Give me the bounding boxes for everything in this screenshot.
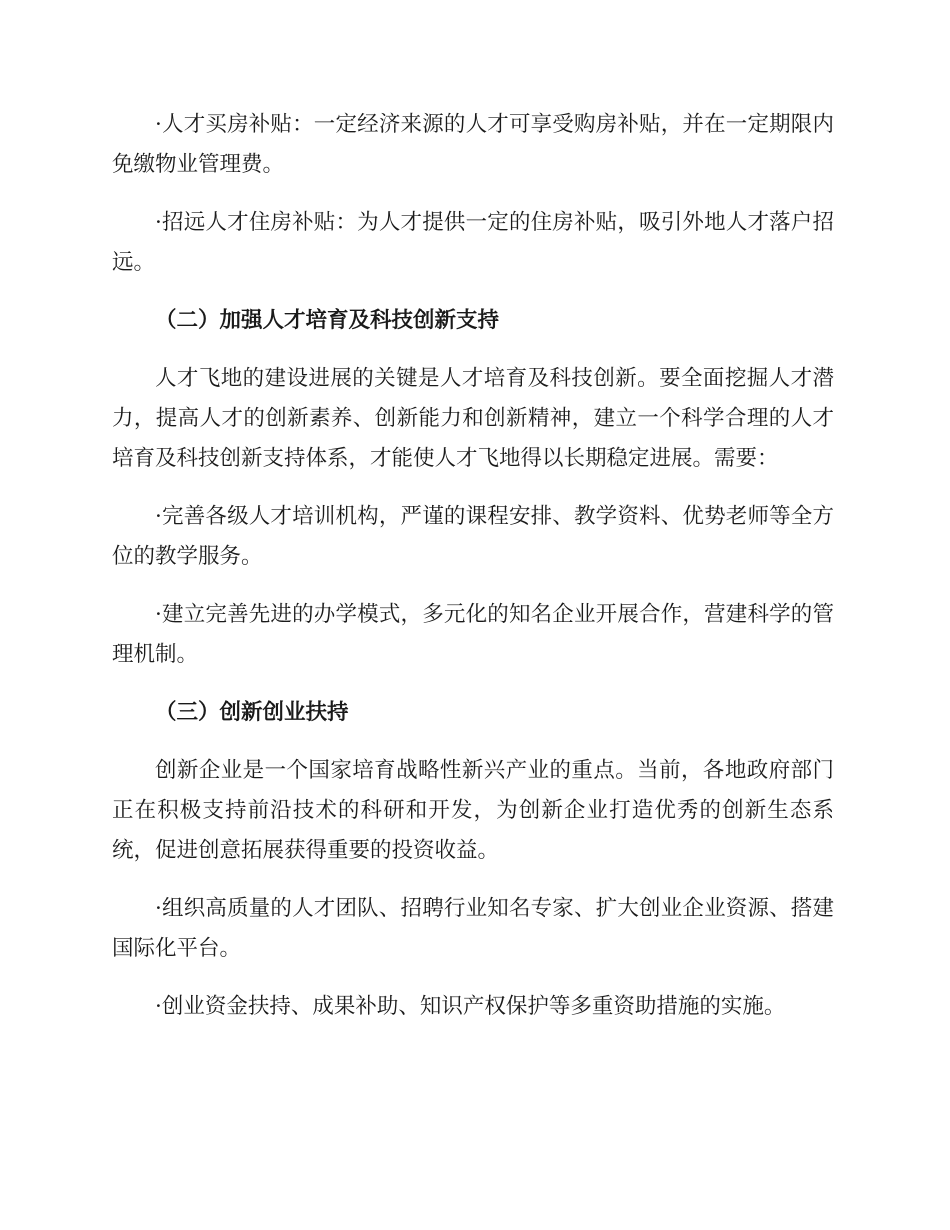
bullet-talent-team: ·组织高质量的人才团队、招聘行业知名专家、扩大创业企业资源、搭建国际化平台。 (112, 896, 834, 961)
section-heading-entrepreneurship: （三）创新创业扶持 (155, 700, 349, 725)
bullet-housing-purchase-subsidy: ·人才买房补贴：一定经济来源的人才可享受购房补贴，并在一定期限内免缴物业管理费。 (112, 112, 834, 177)
section-heading-talent-cultivation: （二）加强人才培育及科技创新支持 (155, 308, 500, 333)
bullet-school-model: ·建立完善先进的办学模式，多元化的知名企业开展合作，营建科学的管理机制。 (112, 602, 834, 667)
bullet-zhaoyuan-housing-subsidy: ·招远人才住房补贴：为人才提供一定的住房补贴，吸引外地人才落户招远。 (112, 210, 834, 275)
document-page (112, 105, 834, 1027)
bullet-funding-support: ·创业资金扶持、成果补助、知识产权保护等多重资助措施的实施。 (155, 994, 786, 1019)
bullet-training-institutions: ·完善各级人才培训机构，严谨的课程安排、教学资料、优势老师等全方位的教学服务。 (112, 504, 834, 569)
paragraph-talent-cultivation: 人才飞地的建设进展的关键是人才培育及科技创新。要全面挖掘人才潜力，提高人才的创新素养、创新能力和创新精神，建立一个科学合理的人才培育及科技创新支持体系，才能使人才飞地得以长期稳定进展。需要： (112, 366, 834, 471)
paragraph-entrepreneurship: 创新企业是一个国家培育战略性新兴产业的重点。当前，各地政府部门正在积极支持前沿技术的科研和开发，为创新企业打造优秀的创新生态系统，促进创意拓展获得重要的投资收益。 (112, 758, 834, 863)
